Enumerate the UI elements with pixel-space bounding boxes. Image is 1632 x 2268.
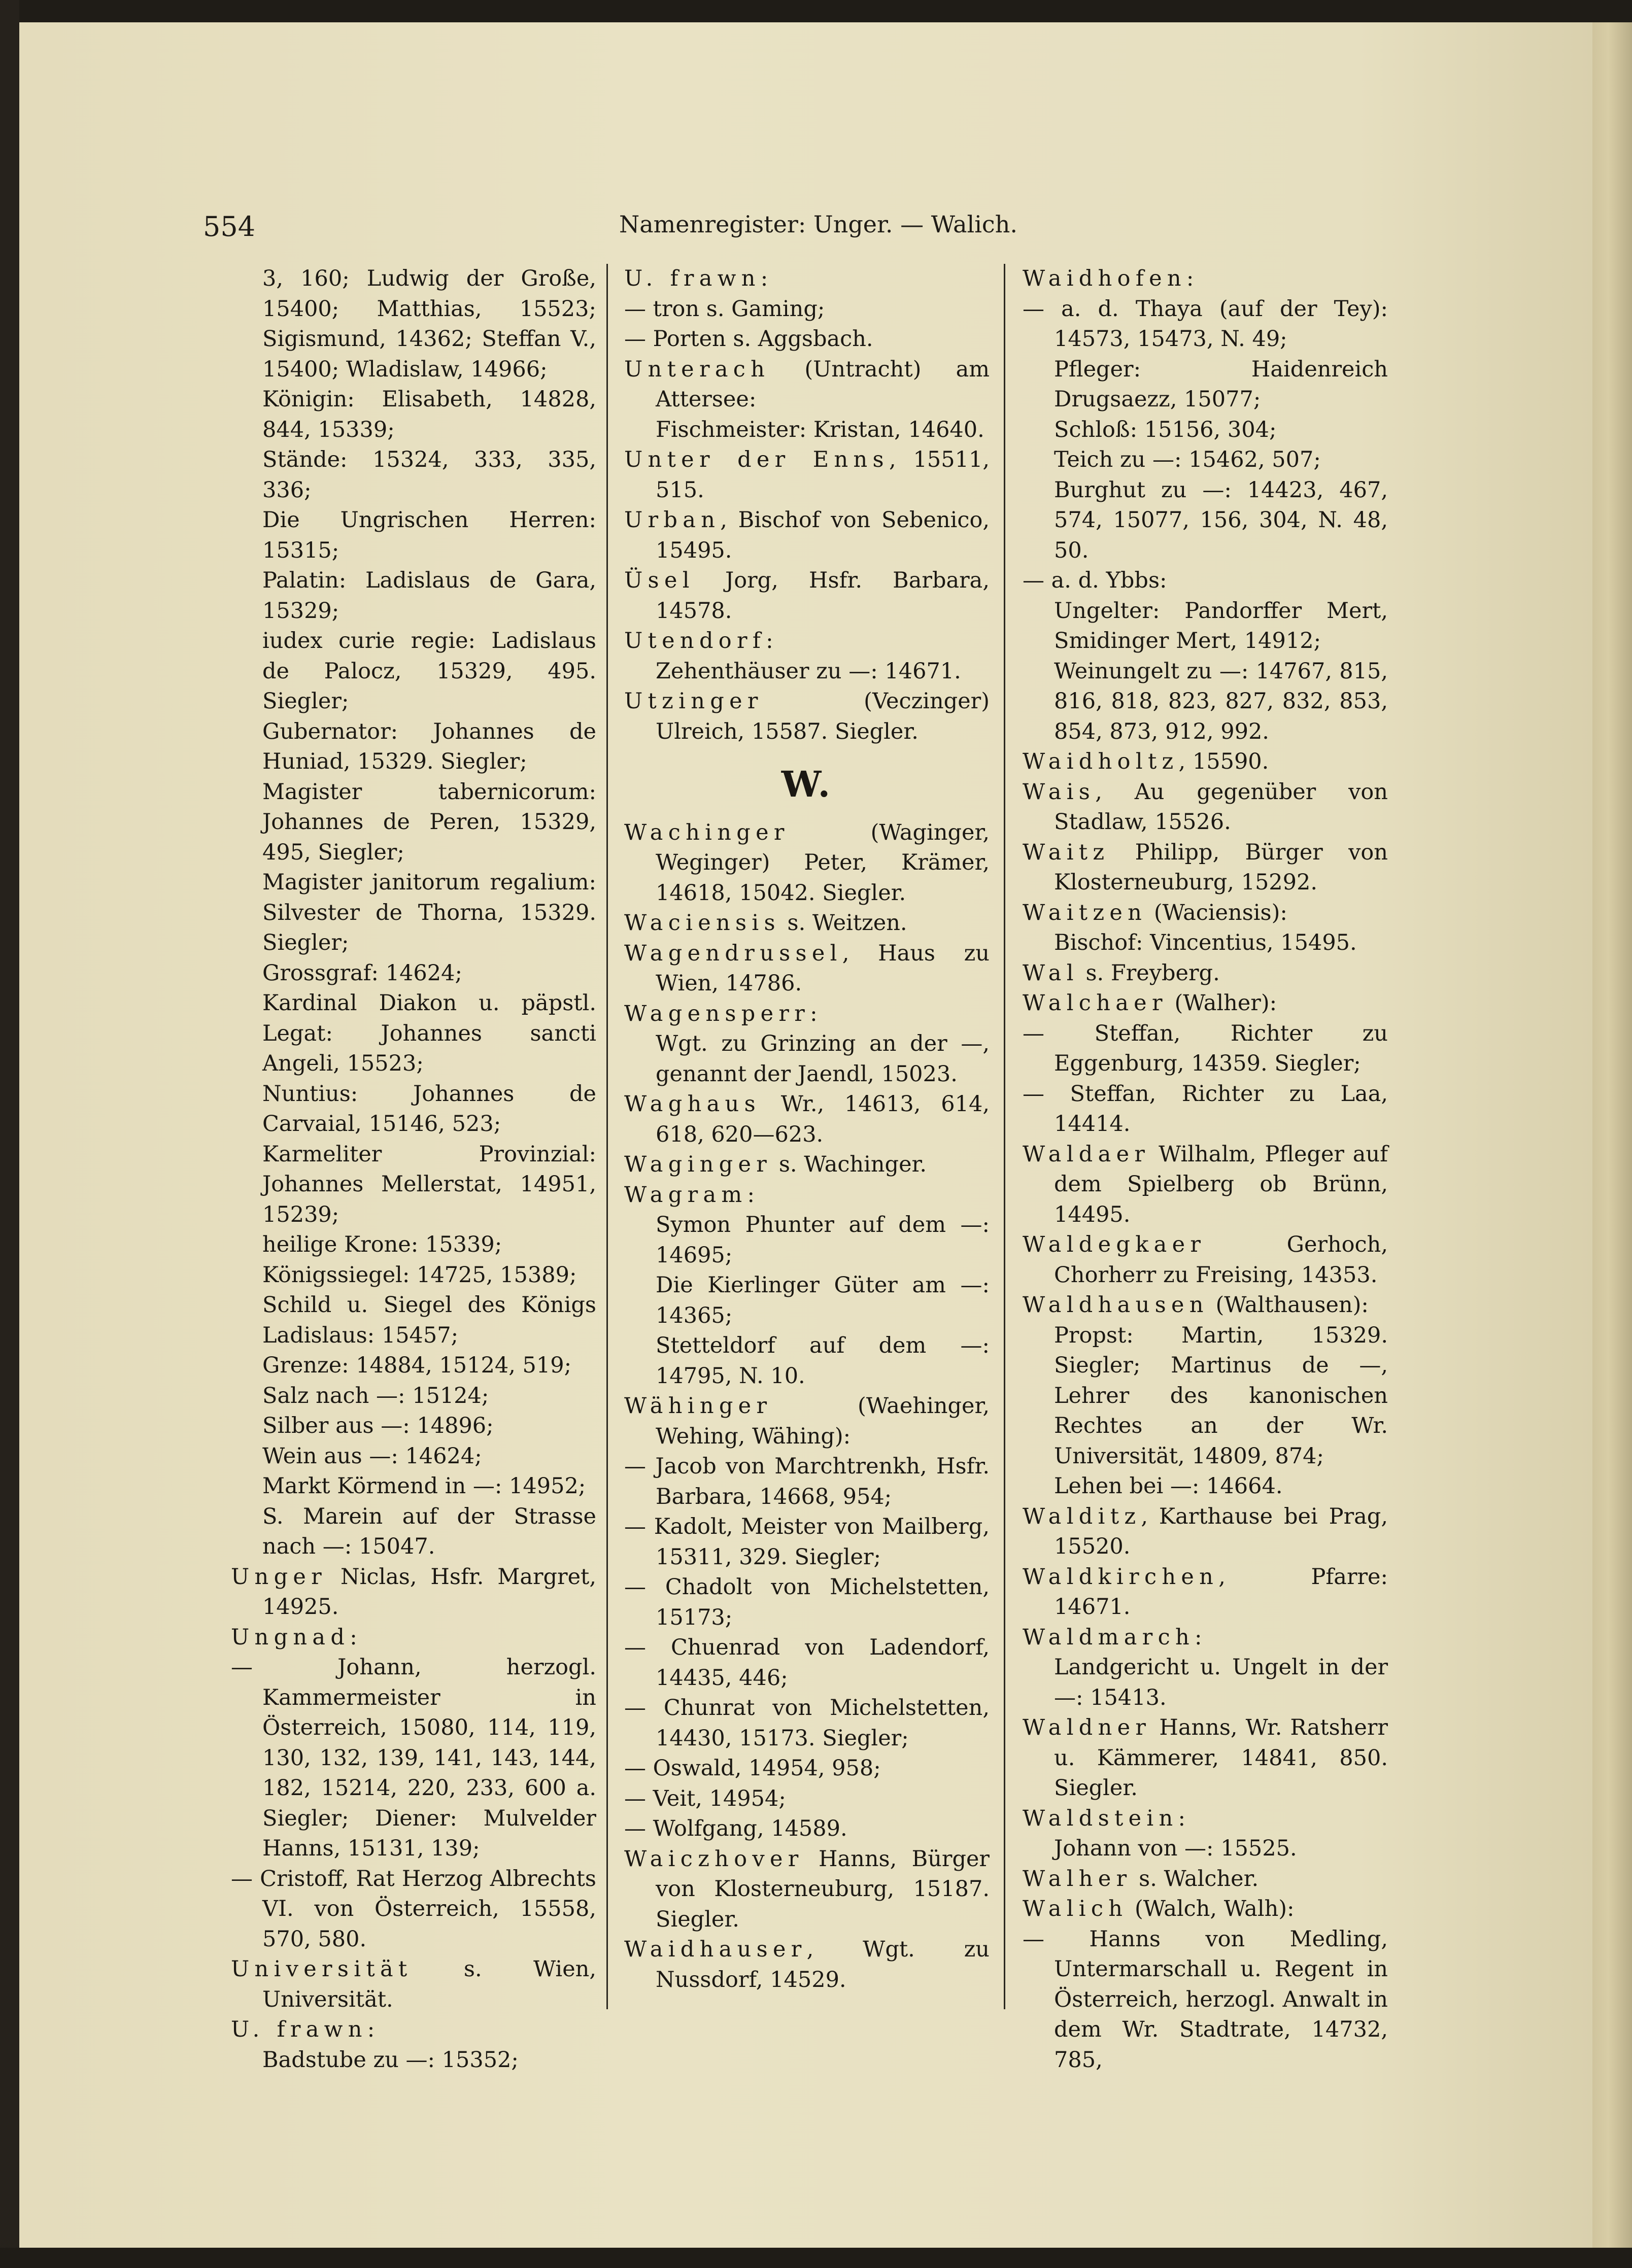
entry-text: : bbox=[367, 2017, 375, 2042]
index-subentry-dash: — Wolfgang, 14589. bbox=[624, 1816, 847, 1841]
index-entry bbox=[624, 1089, 990, 1150]
entry-headword: Waldstein bbox=[1023, 1805, 1178, 1831]
entry-text: s. Walcher. bbox=[1132, 1866, 1259, 1892]
index-subentry-dash: — Veit, 14954; bbox=[624, 1785, 786, 1811]
entry-headword: Walich bbox=[1023, 1896, 1128, 1921]
entry-headword: Walchaer bbox=[1023, 990, 1168, 1016]
index-subentry: Grenze: 14884, 15124, 519; bbox=[262, 1353, 572, 1378]
entry-headword: Waghaus bbox=[624, 1091, 761, 1117]
entry-text: : bbox=[1186, 266, 1194, 291]
entry-text: , Pfarre: 14671. bbox=[1054, 1564, 1388, 1620]
entry-headword: Utendorf bbox=[624, 628, 766, 654]
index-entry bbox=[1023, 1290, 1388, 1321]
index-entry bbox=[624, 908, 990, 939]
index-subentry: Salz nach —: 15124; bbox=[262, 1383, 489, 1408]
index-entry bbox=[1023, 777, 1388, 838]
index-subentry: Die Ungrischen Herren: 15315; bbox=[262, 507, 596, 563]
index-entry bbox=[1023, 838, 1388, 898]
entry-headword: Urban bbox=[624, 507, 721, 533]
entry-text: , 15511, 515. bbox=[656, 447, 990, 503]
entry-text: : bbox=[1195, 1624, 1202, 1650]
index-entry bbox=[1023, 747, 1388, 777]
entry-text: Hanns, Wr. Ratsherr u. Kämmerer, 14841, 850. Siegler. bbox=[1054, 1715, 1388, 1801]
index-entry bbox=[624, 939, 990, 999]
index-entry bbox=[624, 1180, 990, 1211]
index-subentry: Stetteldorf auf dem —: 14795, N. 10. bbox=[656, 1333, 990, 1389]
entry-headword: Walditz bbox=[1023, 1503, 1141, 1529]
index-subentry: Fischmeister: Kristan, 14640. bbox=[656, 417, 984, 442]
entry-text: (Walch, Walh): bbox=[1128, 1896, 1295, 1921]
entry-headword: Waiczhover bbox=[624, 1846, 804, 1872]
entry-text: s. Wien, Universität. bbox=[262, 1956, 596, 2012]
entry-headword: Waginger bbox=[624, 1152, 772, 1177]
index-subentry: heilige Krone: 15339; bbox=[262, 1232, 502, 1257]
index-entry bbox=[624, 566, 990, 626]
index-subentry: Landgericht u. Ungelt in der —: 15413. bbox=[1054, 1655, 1388, 1710]
index-subentry: Königin: Elisabeth, 14828, 844, 15339; bbox=[262, 387, 596, 442]
index-subentry-dash: — Oswald, 14954, 958; bbox=[624, 1756, 881, 1781]
index-entry bbox=[1023, 1864, 1388, 1895]
index-subentry-dash: — Hanns von Medling, Untermarschall u. Regent in Österreich, herzogl. Anwalt in dem Wr. Stadtrate, 14732, 785, bbox=[1023, 1926, 1388, 2073]
entry-headword: Unter der Enns bbox=[624, 447, 889, 472]
entry-text: Niclas, Hsfr. Margret, 14925. bbox=[262, 1564, 596, 1620]
entry-text: Wilhalm, Pfleger auf dem Spielberg ob Brünn, 14495. bbox=[1054, 1141, 1388, 1227]
index-entry bbox=[1023, 1562, 1388, 1623]
index-subentry: Propst: Martin, 15329. Siegler; Martinus de —, Lehrer des kanonischen Rechtes an der Wr. Universität, 14809, 874; bbox=[1054, 1322, 1388, 1469]
entry-headword: Unterach bbox=[624, 356, 770, 382]
entry-headword: Waldegkaer bbox=[1023, 1232, 1206, 1257]
entry-headword: Wagram bbox=[624, 1182, 747, 1208]
entry-headword: U. frawn bbox=[231, 2017, 367, 2042]
index-subentry: Zehenthäuser zu —: 14671. bbox=[656, 658, 961, 684]
index-column-2 bbox=[624, 264, 990, 1995]
index-entry bbox=[1023, 1713, 1388, 1804]
entry-text: , Bischof von Sebenico, 15495. bbox=[656, 507, 990, 563]
index-entry bbox=[231, 2015, 596, 2045]
entry-headword: Üsel bbox=[624, 568, 695, 593]
index-entry bbox=[1023, 1894, 1388, 1925]
entry-headword: Unger bbox=[231, 1564, 327, 1590]
index-subentry: Burghut zu —: 14423, 467, 574, 15077, 156, 304, N. 48, 50. bbox=[1054, 477, 1388, 563]
entry-text: : bbox=[766, 628, 773, 654]
index-subentry: Weinungelt zu —: 14767, 815, 816, 818, 823, 827, 832, 853, 854, 873, 912, 992. bbox=[1054, 658, 1388, 744]
entry-headword: Waldhausen bbox=[1023, 1292, 1209, 1318]
index-entry bbox=[231, 1954, 596, 2015]
index-subentry: Schild u. Siegel des Königs Ladislaus: 15457; bbox=[262, 1292, 596, 1348]
index-entry bbox=[624, 1935, 990, 1995]
entry-text: (Veczinger) Ulreich, 15587. Siegler. bbox=[656, 689, 990, 744]
entry-text: (Waehinger, Wehing, Wähing): bbox=[656, 1393, 990, 1449]
index-subentry: Symon Phunter auf dem —: 14695; bbox=[656, 1212, 990, 1268]
index-subentry: Markt Körmend in —: 14952; bbox=[262, 1473, 586, 1499]
index-subentry: iudex curie regie: Ladislaus de Palocz, 15329, 495. Siegler; bbox=[262, 628, 596, 714]
entry-text: (Walthausen): bbox=[1208, 1292, 1369, 1318]
index-entry bbox=[624, 445, 990, 505]
index-subentry-dash: — tron s. Gaming; bbox=[624, 296, 825, 322]
index-entry bbox=[624, 1391, 990, 1452]
index-subentry: Bischof: Vincentius, 15495. bbox=[1054, 930, 1357, 955]
index-entry bbox=[231, 1562, 596, 1623]
entry-headword: Waldaer bbox=[1023, 1141, 1150, 1167]
index-subentry: Nuntius: Johannes de Carvaial, 15146, 523; bbox=[262, 1081, 596, 1137]
index-entry bbox=[1023, 958, 1388, 989]
entry-headword: Waciensis bbox=[624, 910, 780, 936]
entry-text: : bbox=[350, 1624, 357, 1650]
column-rule bbox=[1004, 264, 1005, 2009]
index-subentry-dash: — Porten s. Aggsbach. bbox=[624, 326, 873, 352]
index-subentry: Lehen bei —: 14664. bbox=[1054, 1473, 1283, 1499]
entry-headword: Waldkirchen bbox=[1023, 1564, 1219, 1590]
entry-text: Philipp, Bürger von Klosterneuburg, 15292. bbox=[1054, 839, 1388, 895]
entry-text: (Walher): bbox=[1167, 990, 1277, 1016]
index-subentry-dash: — Chuenrad von Ladendorf, 14435, 446; bbox=[624, 1635, 990, 1691]
index-subentry: Grossgraf: 14624; bbox=[262, 960, 462, 986]
entry-text: (Waginger, Weginger) Peter, Krämer, 14618, 15042. Siegler. bbox=[656, 819, 990, 906]
index-column-1 bbox=[231, 264, 596, 2075]
index-subentry: Wein aus —: 14624; bbox=[262, 1443, 482, 1469]
index-subentry: Badstube zu —: 15352; bbox=[262, 2047, 519, 2073]
index-subentry-dash: — Kadolt, Meister von Mailberg, 15311, 329. Siegler; bbox=[624, 1514, 990, 1570]
index-subentry: Johann von —: 15525. bbox=[1054, 1836, 1297, 1861]
page-edge bbox=[1592, 22, 1632, 2248]
entry-text: : bbox=[747, 1182, 755, 1208]
section-letter: W. bbox=[781, 763, 833, 805]
index-entry bbox=[624, 999, 990, 1029]
entry-text: , Wgt. zu Nussdorf, 14529. bbox=[656, 1937, 990, 1992]
index-subentry: Magister tabernicorum: Johannes de Peren, 15329, 495, Siegler; bbox=[262, 779, 596, 865]
entry-text: , 15590. bbox=[1178, 749, 1269, 774]
entry-text: s. Freyberg. bbox=[1078, 960, 1220, 986]
index-entry bbox=[624, 355, 990, 415]
entry-text: (Untracht) am Attersee: bbox=[656, 356, 990, 412]
index-subentry: Silber aus —: 14896; bbox=[262, 1413, 494, 1438]
index-subentry-dash: — a. d. Ybbs: bbox=[1023, 568, 1167, 593]
entry-headword: U. frawn bbox=[624, 266, 761, 291]
index-entry bbox=[624, 686, 990, 747]
index-entry bbox=[1023, 1804, 1388, 1834]
scan-border bbox=[0, 0, 1632, 22]
entry-headword: Wais bbox=[1023, 779, 1096, 805]
entry-headword: Waldner bbox=[1023, 1715, 1151, 1740]
index-subentry: Königssiegel: 14725, 15389; bbox=[262, 1262, 577, 1288]
index-subentry-dash: — Cristoff, Rat Herzog Albrechts VI. von Österreich, 15558, 570, 580. bbox=[231, 1866, 596, 1952]
index-subentry: Schloß: 15156, 304; bbox=[1054, 417, 1277, 442]
entry-headword: Waidhauser bbox=[624, 1937, 807, 1962]
index-entry bbox=[1023, 1623, 1388, 1653]
index-subentry: Karmeliter Provinzial: Johannes Mellerstat, 14951, 15239; bbox=[262, 1141, 596, 1227]
index-subentry: Teich zu —: 15462, 507; bbox=[1054, 447, 1321, 472]
entry-headword: Waitzen bbox=[1023, 900, 1147, 925]
index-subentry-dash: — a. d. Thaya (auf der Tey): 14573, 15473, N. 49; bbox=[1023, 296, 1388, 352]
scan-border bbox=[0, 0, 19, 2268]
index-entry bbox=[1023, 1140, 1388, 1230]
entry-text: , Haus zu Wien, 14786. bbox=[656, 940, 990, 996]
entry-headword: Waldmarch bbox=[1023, 1624, 1195, 1650]
entry-headword: Waidhofen bbox=[1023, 266, 1186, 291]
index-subentry: Die Kierlinger Güter am —: 14365; bbox=[656, 1273, 990, 1328]
index-subentry-dash: — Steffan, Richter zu Laa, 14414. bbox=[1023, 1081, 1388, 1137]
running-head: Namenregister: Unger. — Walich. bbox=[619, 211, 1017, 238]
index-subentry-dash: — Chunrat von Michelstetten, 14430, 15173. Siegler; bbox=[624, 1695, 990, 1751]
index-subentry: Wgt. zu Grinzing an der —, genannt der Jaendl, 15023. bbox=[656, 1031, 990, 1087]
entry-headword: Walher bbox=[1023, 1866, 1132, 1892]
entry-text: , Karthause bei Prag, 15520. bbox=[1054, 1503, 1388, 1559]
scan-border bbox=[0, 2248, 1632, 2268]
entry-headword: Wal bbox=[1023, 960, 1079, 986]
entry-headword: Waidholtz bbox=[1023, 749, 1179, 774]
index-subentry: Stände: 15324, 333, 335, 336; bbox=[262, 447, 596, 503]
index-entry bbox=[1023, 898, 1388, 929]
entry-text: Gerhoch, Chorherr zu Freising, 14353. bbox=[1054, 1232, 1388, 1288]
entry-headword: Universität bbox=[231, 1956, 413, 1982]
page-number: 554 bbox=[203, 211, 256, 243]
index-column-3 bbox=[1023, 264, 1388, 2075]
index-entry bbox=[624, 818, 990, 909]
index-entry bbox=[624, 626, 990, 657]
index-entry bbox=[1023, 1502, 1388, 1562]
page-header bbox=[203, 200, 1421, 246]
index-subentry: Magister janitorum regalium: Silvester de Thorna, 15329. Siegler; bbox=[262, 870, 596, 955]
entry-headword: Waitz bbox=[1023, 839, 1110, 865]
entry-text: : bbox=[810, 1001, 818, 1026]
index-subentry: S. Marein auf der Strasse nach —: 15047. bbox=[262, 1503, 596, 1559]
index-subentry: Palatin: Ladislaus de Gara, 15329; bbox=[262, 568, 596, 624]
entry-headword: Ungnad bbox=[231, 1624, 350, 1650]
entry-text: s. Wachinger. bbox=[772, 1152, 927, 1177]
index-subentry-dash: — Chadolt von Michelstetten, 15173; bbox=[624, 1574, 990, 1630]
entry-text: , Au gegenüber von Stadlaw, 15526. bbox=[1054, 779, 1388, 835]
column-rule bbox=[606, 264, 608, 2009]
index-subentry: Kardinal Diakon u. päpstl. Legat: Johannes sancti Angeli, 15523; bbox=[262, 990, 596, 1076]
index-entry bbox=[231, 1623, 596, 1653]
entry-headword: Wagendrussel bbox=[624, 940, 842, 966]
index-subentry: Ungelter: Pandorffer Mert, Smidinger Mert, 14912; bbox=[1054, 598, 1388, 654]
entry-text: s. Weitzen. bbox=[780, 910, 907, 936]
index-subentry: Gubernator: Johannes de Huniad, 15329. Siegler; bbox=[262, 718, 596, 774]
index-subentry: 3, 160; Ludwig der Große, 15400; Matthias, 15523; Sigismund, 14362; Steffan V., 15400; Wladislaw, 14966; bbox=[262, 266, 596, 382]
index-entry bbox=[1023, 988, 1388, 1019]
entry-text: Jorg, Hsfr. Barbara, 14578. bbox=[656, 568, 990, 624]
entry-text: : bbox=[760, 266, 768, 291]
index-entry bbox=[1023, 1230, 1388, 1290]
index-subentry-dash: — Steffan, Richter zu Eggenburg, 14359. Siegler; bbox=[1023, 1020, 1388, 1076]
index-entry bbox=[624, 1150, 990, 1180]
index-subentry-dash: — Jacob von Marchtrenkh, Hsfr. Barbara, 14668, 954; bbox=[624, 1454, 990, 1509]
entry-text: : bbox=[1178, 1805, 1185, 1831]
index-entry bbox=[1023, 264, 1388, 294]
entry-text: (Waciensis): bbox=[1147, 900, 1287, 925]
index-entry bbox=[624, 1844, 990, 1935]
entry-text: Wr., 14613, 614, 618, 620—623. bbox=[656, 1091, 990, 1147]
index-subentry-dash: — Johann, herzogl. Kammermeister in Österreich, 15080, 114, 119, 130, 132, 139, 141, 143, 144, 182, 15214, 220, 233, 600 a. Siegler; Diener: Mulvelder Hanns, 15131, 139; bbox=[231, 1655, 596, 1861]
entry-headword: Wachinger bbox=[624, 819, 790, 845]
entry-headword: Utzinger bbox=[624, 689, 763, 714]
index-entry bbox=[624, 505, 990, 566]
index-entry bbox=[624, 264, 990, 294]
entry-text: Hanns, Bürger von Klosterneuburg, 15187. Siegler. bbox=[656, 1846, 990, 1932]
index-subentry: Pfleger: Haidenreich Drugsaezz, 15077; bbox=[1054, 356, 1388, 412]
entry-headword: Wähinger bbox=[624, 1393, 772, 1419]
entry-headword: Wagensperr bbox=[624, 1001, 810, 1026]
